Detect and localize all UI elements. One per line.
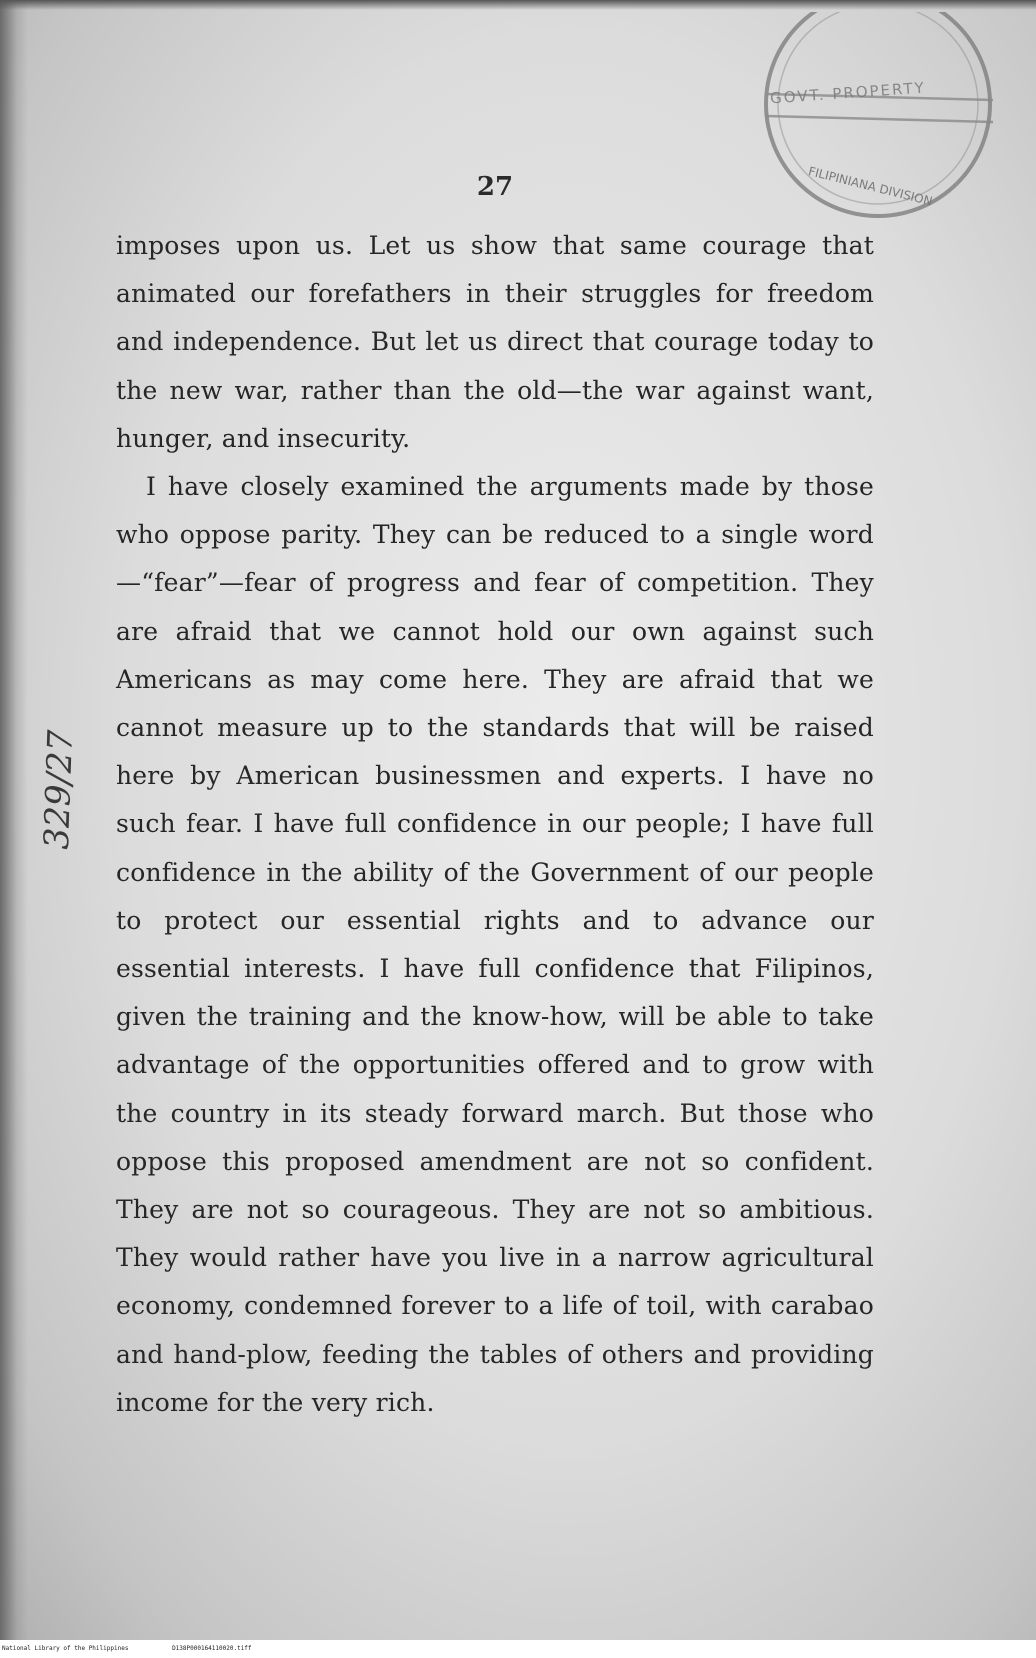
handwritten-note-text: 329/27 xyxy=(36,729,82,851)
stamp-text: GOVT. PROPERTY xyxy=(769,78,927,108)
stamp-lower-text: FILIPINIANA DIVISION xyxy=(806,164,934,209)
footer-library: National Library of the Philippines xyxy=(2,1645,129,1652)
scan-footer xyxy=(0,1640,1036,1658)
footer-file: D138P000164110020.tiff xyxy=(172,1645,252,1652)
paragraph: I have closely examined the arguments made by those who oppose parity. They can be reduced to a single word—“fear”—fear of progress and fear of competition. They are afraid that we cannot hold our own against such Americans as may come here. They are afraid that we cannot measure up to the standards that will be raised here by American businessmen and experts. I have no such fear. I have full confidence in our people; I have full confidence in the ability of the Government of our people to protect our essential rights and to advance our essential interests. I have full confidence that Filipinos, given the training and the know-how, will be able to take advantage of the opportunities offered and to grow with the country in its steady forward march. But those who oppose this proposed amendment are not so confident. They are not so courageous. They are not so ambitious. They would rather have you live in a narrow agricultural economy, condemned forever to a life of toil, with carabao and hand-plow, feeding the tables of others and providing income for the very rich. xyxy=(116,472,874,1417)
page-number: 27 xyxy=(476,172,514,202)
paragraph-continued: imposes upon us. Let us show that same courage that animated our forefathers in their struggles for freedom and independence. But let us direct that courage today to the new war, rather than the old—the war against want, hunger, and insecurity. xyxy=(116,231,874,453)
handwritten-note xyxy=(10,690,120,880)
body-text xyxy=(116,222,874,1427)
